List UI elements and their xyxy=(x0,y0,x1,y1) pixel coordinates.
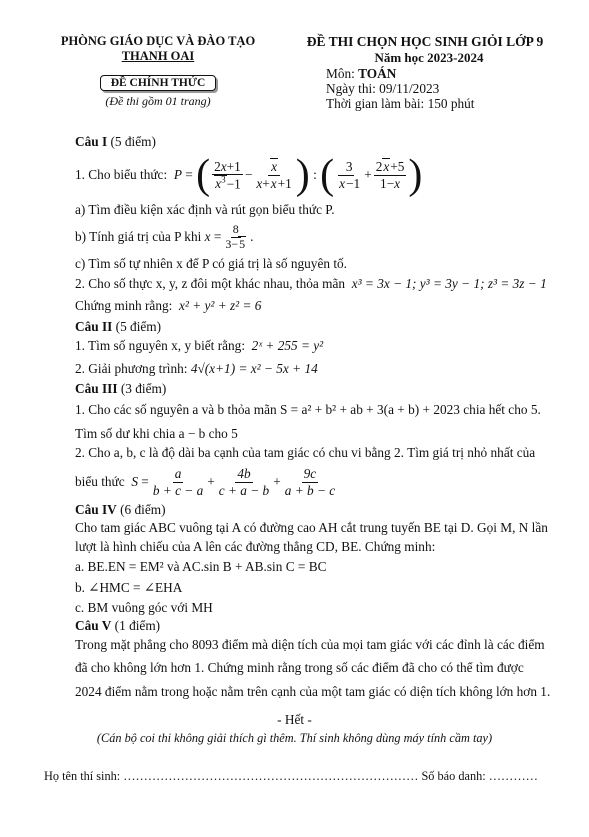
q4-line1: Cho tam giác ABC vuông tại A có đường cao AH cắt trung tuyến BE tại D. Gọi M, N lần xyxy=(75,520,548,535)
q4-item-c: c. BM vuông góc với MH xyxy=(75,600,213,615)
q4-item-b: b. ∠HMC = ∠EHA xyxy=(75,580,183,595)
department-name: PHÒNG GIÁO DỤC VÀ ĐÀO TẠO xyxy=(60,34,256,48)
school-year: Năm học 2023-2024 xyxy=(374,50,484,65)
exam-title: ĐỀ THI CHỌN HỌC SINH GIỎI LỚP 9 xyxy=(306,34,544,49)
q1-item-2: 2. Cho số thực x, y, z đôi một khác nhau, thỏa mãn x³ = 3x − 1; y³ = 3y − 1; z³ = 3z − 1 xyxy=(75,276,547,291)
candidate-info: Họ tên thí sinh: ……………………………………………………………… Số báo danh: ………… xyxy=(44,769,538,783)
q4-item-a: a. BE.EN = EM² và AC.sin B + AB.sin C = BC xyxy=(75,559,327,574)
q2-item-1: 1. Tìm số nguyên x, y biết rằng: 2ˣ + 255 = y² xyxy=(75,338,324,353)
q3-heading: Câu III (3 điểm) xyxy=(75,381,167,396)
subject-line: Môn: TOÁN xyxy=(326,66,397,81)
q1-prove: Chứng minh rằng: x² + y² + z² = 6 xyxy=(75,298,262,313)
q1-heading: Câu I (5 điểm) xyxy=(75,134,156,149)
subject: TOÁN xyxy=(358,66,397,81)
pages-note: (Đề thi gồm 01 trang) xyxy=(105,94,211,108)
q5-heading: Câu V (1 điểm) xyxy=(75,618,161,633)
exam-date: Ngày thi: 09/11/2023 xyxy=(326,81,440,96)
official-badge: ĐỀ CHÍNH THỨC xyxy=(100,75,217,91)
invigilator-note: (Cán bộ coi thi không giải thích gì thêm. Thí sinh không dùng máy tính cầm tay) xyxy=(96,731,493,745)
q5-line1: Trong mặt phẳng cho 8093 điểm mà diện tích của mọi tam giác với các đỉnh là các điểm xyxy=(75,637,545,652)
q5-line2: đã cho không lớn hơn 1. Chứng minh rằng trong số các điểm đã cho có thể tìm được xyxy=(75,660,524,675)
q1-item-a: a) Tìm điều kiện xác định và rút gọn biểu thức P. xyxy=(75,202,335,217)
exam-duration: Thời gian làm bài: 150 phút xyxy=(326,96,475,111)
q4-line2: lượt là hình chiếu của A lên các đường thẳng CD, BE. Chứng minh: xyxy=(75,539,436,554)
q3-item-1-line2: Tìm số dư khi chia a − b cho 5 xyxy=(75,426,238,441)
q3-item-2-line1: 2. Cho a, b, c là độ dài ba cạnh của tam giác có chu vi bằng 2. Tìm giá trị nhỏ nhất của xyxy=(75,445,536,460)
q3-expression: biểu thức S = $\frac{a}{b + c - a}$ + $\frac{4b}{c + a - b}$ + $\frac{9c}{a + b - c}$ xyxy=(75,466,336,498)
q2-heading: Câu II (5 điểm) xyxy=(75,319,162,334)
district-name: THANH OAI xyxy=(121,49,195,63)
header-right xyxy=(280,34,570,111)
q1-item-b: b) Tính giá trị của P khi x = $\frac{8}{3-5}$ . xyxy=(75,221,254,251)
header-left xyxy=(38,34,278,109)
q4-heading: Câu IV (6 điểm) xyxy=(75,502,166,517)
q3-item-1-line1: 1. Cho các số nguyên a và b thỏa mãn S = a² + b² + ab + 3(a + b) + 2023 chia hết cho 5. xyxy=(75,402,541,417)
q2-item-2: 2. Giải phương trình: 4√(x+1) = x² − 5x + 14 xyxy=(75,361,318,376)
q1-item-c: c) Tìm số tự nhiên x để P có giá trị là số nguyên tố. xyxy=(75,256,347,271)
end-marker: - Hết - xyxy=(277,712,312,727)
q5-line3: 2024 điểm nằm trong hoặc nằm trên cạnh của một tam giác có diện tích không lớn hơn 1. xyxy=(75,684,551,699)
q1-expression: 1. Cho biểu thức: P = ( $\frac{2x+1}{x^3-1}$ − $\frac{x}{x+x+1}$ ) : ( $\frac{3}{x-1}$ + $\frac{2x+5}{1-x}$ ) xyxy=(75,152,423,198)
